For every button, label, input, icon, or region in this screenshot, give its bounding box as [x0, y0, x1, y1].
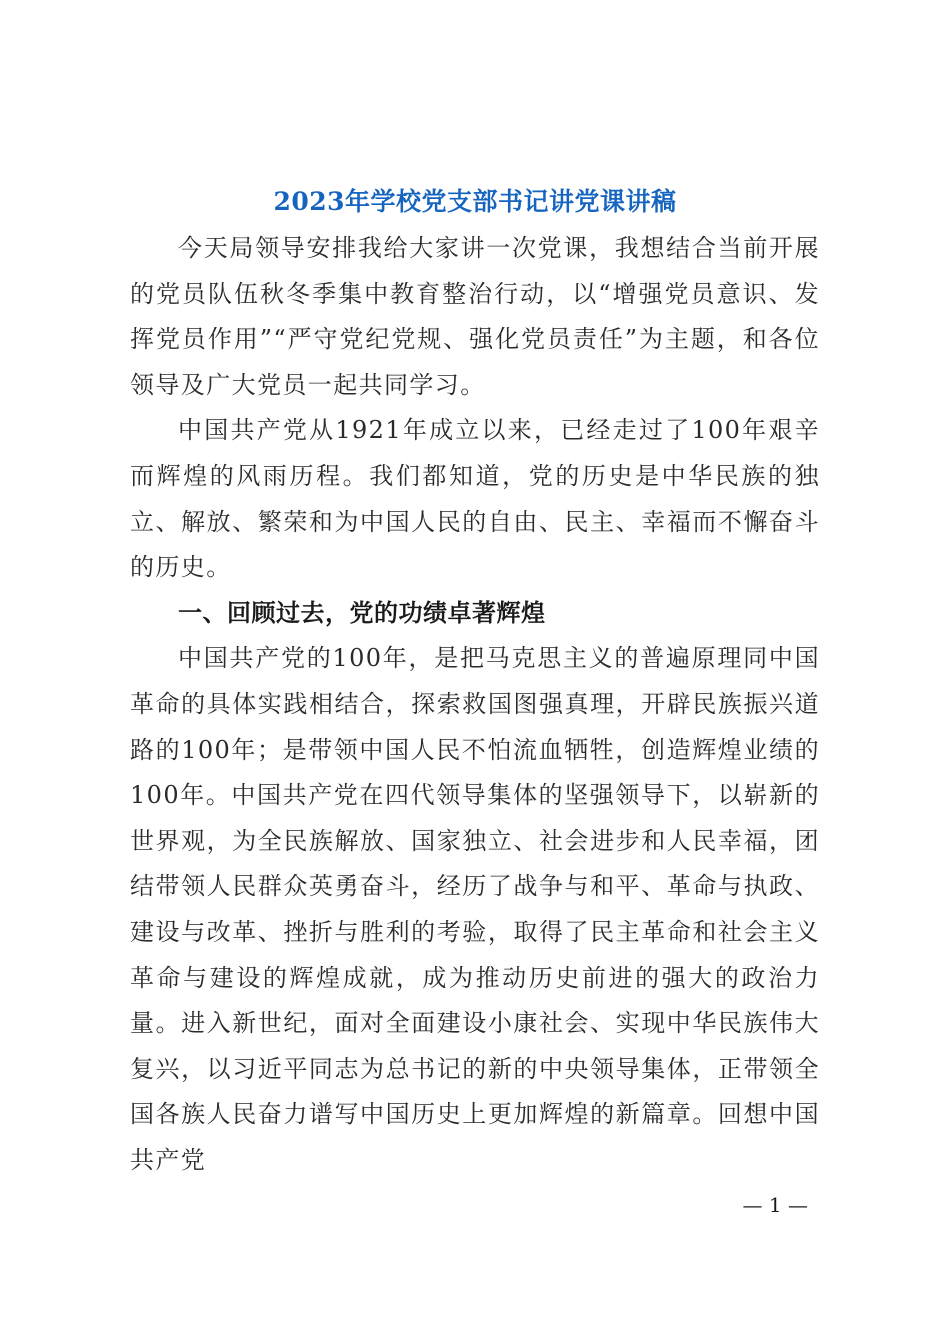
section-heading: 一、回顾过去，党的功绩卓著辉煌 — [178, 598, 546, 627]
history-paragraph: 中国共产党从1921年成立以来，已经走过了100年艰辛而辉煌的风雨历程。我们都知道，党的历史是中华民族的独立、解放、繁荣和为中国人民的自由、民主、幸福而不懈奋斗的历史。 — [130, 416, 820, 582]
document-title: 2023年学校党支部书记讲党课讲稿 — [273, 187, 677, 216]
section-paragraph: 中国共产党的100年，是把马克思主义的普遍原理同中国革命的具体实践相结合，探索救国图强真理，开辟民族振兴道路的100年；是带领中国人民不怕流血牺牲，创造辉煌业绩的100年。中国共产党在四代领导集体的坚强领导下，以崭新的世界观，为全民族解放、国家独立、社会进步和人民幸福，团结带领人民群众英勇奋斗，经历了战争与和平、革命与执政、建设与改革、挫折与胜利的考验，取得了民主革命和社会主义革命与建设的辉煌成就，成为推动历史前进的强大的政治力量。进入新世纪，面对全面建设小康社会、实现中华民族伟大复兴，以习近平同志为总书记的新的中央领导集体，正带领全国各族人民奋力谱写中国历史上更加辉煌的新篇章。回想中国共产党 — [130, 644, 820, 1174]
intro-paragraph: 今天局领导安排我给大家讲一次党课，我想结合当前开展的党员队伍秋冬季集中教育整治行动，以“增强党员意识、发挥党员作用”“严守党纪党规、强化党员责任”为主题，和各位领导及广大党员一起共同学习。 — [130, 234, 820, 399]
page-number: — 1 — — [742, 1193, 808, 1217]
document-body — [130, 226, 820, 1183]
